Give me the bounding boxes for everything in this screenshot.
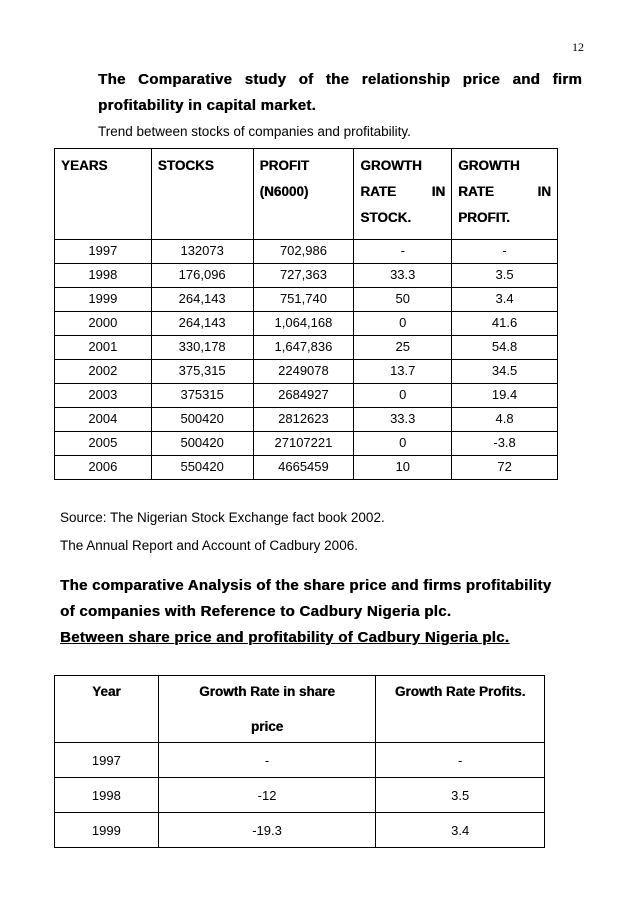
table-cell: 751,740 [253,288,354,312]
table-header-row [55,149,558,240]
table-cell: 1998 [55,778,159,813]
table-cell: 132073 [151,240,253,264]
table-cell: 4.8 [452,408,558,432]
table-row [55,240,558,264]
table-cell: 4665459 [253,456,354,480]
header-year: Year [55,676,159,743]
table-row [55,778,545,813]
table-body [55,743,545,848]
table-cell: 500420 [151,432,253,456]
section2-heading: The comparative Analysis of the share price and firms profitability of companies with Reference to Cadbury Nigeria plc. Between share price and profitability of Cadbury Nigeria plc. [60,577,552,646]
table-row [55,432,558,456]
table-cell: 330,178 [151,336,253,360]
table-cell: -12 [158,778,376,813]
table-cell: 2684927 [253,384,354,408]
table-cell: 34.5 [452,360,558,384]
header-growth-share-price: Growth Rate in share price [158,676,376,743]
table-cell: 1997 [55,240,152,264]
table-row [55,743,545,778]
table-cell: 727,363 [253,264,354,288]
table-cell: 19.4 [452,384,558,408]
table-cell: 10 [354,456,452,480]
table-cell: 2001 [55,336,152,360]
table-cell: 2002 [55,360,152,384]
page-number: 12 [572,40,584,54]
table-cell: 1,647,836 [253,336,354,360]
table-cell: 176,096 [151,264,253,288]
table-body [55,240,558,480]
table-row [55,384,558,408]
table-cell: 3.5 [376,778,545,813]
table-cell: 550420 [151,456,253,480]
table-row [55,288,558,312]
table-cell: 375,315 [151,360,253,384]
table-cell: 2000 [55,312,152,336]
table-row [55,456,558,480]
header-growth-profit: GROWTH RATE IN PROFIT. [452,149,558,240]
table-row [55,360,558,384]
section1-heading: The Comparative study of the relationship price and firm profitability in capital market. [98,71,582,114]
table-cell: 500420 [151,408,253,432]
table-cell: - [452,240,558,264]
header-growth-profits: Growth Rate Profits. [376,676,545,743]
table-cell: 0 [354,432,452,456]
header-stocks: STOCKS [151,149,253,240]
table-row [55,312,558,336]
table-cell: 2005 [55,432,152,456]
table-cell: 264,143 [151,312,253,336]
table-cell: 27107221 [253,432,354,456]
table-cell: 13.7 [354,360,452,384]
stocks-profit-table [54,148,558,480]
table-cell: -19.3 [158,813,376,848]
table-cell: 2006 [55,456,152,480]
table-cell: 72 [452,456,558,480]
table-cell: 2249078 [253,360,354,384]
table-cell: 1998 [55,264,152,288]
table-cell: 375315 [151,384,253,408]
table-cell: 50 [354,288,452,312]
table-cell: 41.6 [452,312,558,336]
table-cell: 25 [354,336,452,360]
table-row [55,264,558,288]
table-cell: - [376,743,545,778]
table-cell: - [158,743,376,778]
header-years: YEARS [55,149,152,240]
table-row [55,336,558,360]
table-cell: 1,064,168 [253,312,354,336]
table-cell: 702,986 [253,240,354,264]
header-growth-stock: GROWTH RATE IN STOCK. [354,149,452,240]
header-profit: PROFIT (N6000) [253,149,354,240]
table-cell: 1997 [55,743,159,778]
table-cell: 33.3 [354,264,452,288]
table-row [55,813,545,848]
table-cell: 2004 [55,408,152,432]
table-cell: 0 [354,312,452,336]
table-cell: 3.4 [452,288,558,312]
table-header-row [55,676,545,743]
table-cell: 2003 [55,384,152,408]
source-line-1: Source: The Nigerian Stock Exchange fact book 2002. [60,510,385,525]
table-cell: 264,143 [151,288,253,312]
source-line-2: The Annual Report and Account of Cadbury 2006. [60,538,358,553]
table-cell: 33.3 [354,408,452,432]
table-cell: 1999 [55,813,159,848]
table-cell: 0 [354,384,452,408]
share-price-table [54,675,545,848]
table-cell: 3.5 [452,264,558,288]
table-cell: 1999 [55,288,152,312]
table-cell: 3.4 [376,813,545,848]
section1-subheading: Trend between stocks of companies and profitability. [98,124,411,139]
table-cell: - [354,240,452,264]
table-row [55,408,558,432]
table-cell: 54.8 [452,336,558,360]
table-cell: 2812623 [253,408,354,432]
table-cell: -3.8 [452,432,558,456]
